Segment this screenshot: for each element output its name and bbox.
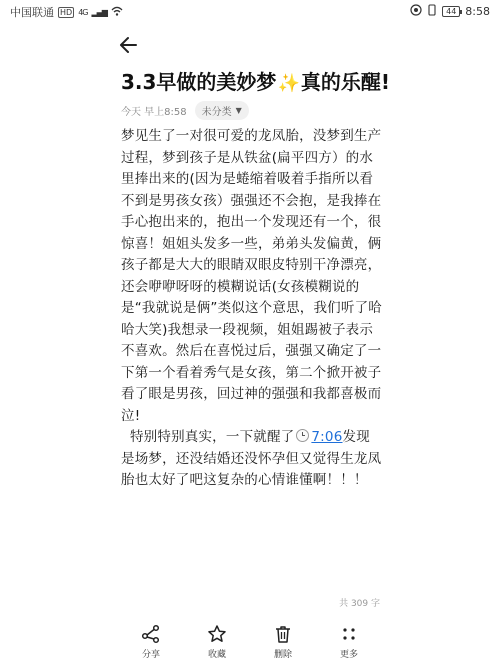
note-title-text-end: 真的乐醒! <box>300 70 390 94</box>
category-label: 未分类 <box>201 107 232 118</box>
delete-label: 删除 <box>273 650 292 660</box>
more-label: 更多 <box>339 650 358 660</box>
hd-badge: HD <box>60 7 73 17</box>
sparkles-icon: ✨ <box>277 73 300 94</box>
note-title-text: 3.3早做的美妙梦 <box>121 70 277 94</box>
note-title[interactable] <box>121 66 421 95</box>
arrow-left-icon <box>116 32 142 58</box>
clock-icon <box>296 429 309 442</box>
battery-icon: 44 <box>442 6 460 17</box>
carrier-name: 中国联通 <box>10 6 54 19</box>
more-button[interactable] <box>319 624 379 664</box>
share-button[interactable] <box>121 624 181 664</box>
more-icon <box>339 624 359 644</box>
clock-time: 8:58 <box>465 5 490 18</box>
favorite-button[interactable] <box>187 624 247 664</box>
bottom-toolbar <box>121 624 379 664</box>
time-link[interactable]: 7:06 <box>311 429 343 445</box>
signal-icon: ▂▄▆ <box>91 7 107 17</box>
note-timestamp: 今天 早上8:58 <box>121 107 187 118</box>
note-meta <box>121 101 249 120</box>
share-label: 分享 <box>141 650 160 660</box>
network-type: 4G <box>78 7 88 17</box>
star-icon <box>207 624 227 644</box>
share-icon <box>141 624 161 644</box>
caret-down-icon: ▼ <box>235 106 242 115</box>
status-left <box>10 4 123 20</box>
eye-comfort-icon <box>410 4 422 19</box>
status-right <box>410 4 490 19</box>
note-paragraph-2 <box>121 427 383 492</box>
delete-button[interactable] <box>253 624 313 664</box>
status-bar <box>0 0 500 22</box>
char-count: 共 309 字 <box>339 599 380 609</box>
favorite-label: 收藏 <box>207 650 226 660</box>
wifi-icon <box>111 6 123 19</box>
category-dropdown[interactable] <box>195 101 249 120</box>
note-body[interactable] <box>121 126 383 492</box>
note-paragraph-2-end: 发现是场梦，还没结婚还没怀孕但又觉得生龙凤胎也太好了吧这复杂的心情谁懂啊！！！ <box>121 429 382 488</box>
note-paragraph: 梦见生了一对很可爱的龙凤胎，没梦到生产过程，梦到孩子是从铁盆(扁平四方）的水里捧出来的(因为是蜷缩着吸着手指所以看不到是男孩女孩）强强还不会抱，是我捧在手心抱出来的，抱出一个发现还有一个，很惊喜！姐姐头发多一些，弟弟头发偏黄，俩孩子都是大大的眼睛双眼皮特别干净漂亮，还会咿咿呀呀的模糊说话(女孩模糊说的是“我就说是俩”类似这个意思，我们听了哈哈大笑)我想录一段视频，姐姐踢被子表示不喜欢。然后在喜悦过后，强强又确定了一下第一个看着秀气是女孩，第二个掀开被子看了眼是男孩，回过神的强强和我都喜极而泣! <box>121 128 382 424</box>
trash-icon <box>273 624 293 644</box>
back-button[interactable] <box>116 32 142 58</box>
note-paragraph-2-start: 特别特别真实，一下就醒了 <box>129 429 295 445</box>
vibrate-icon <box>427 4 437 19</box>
